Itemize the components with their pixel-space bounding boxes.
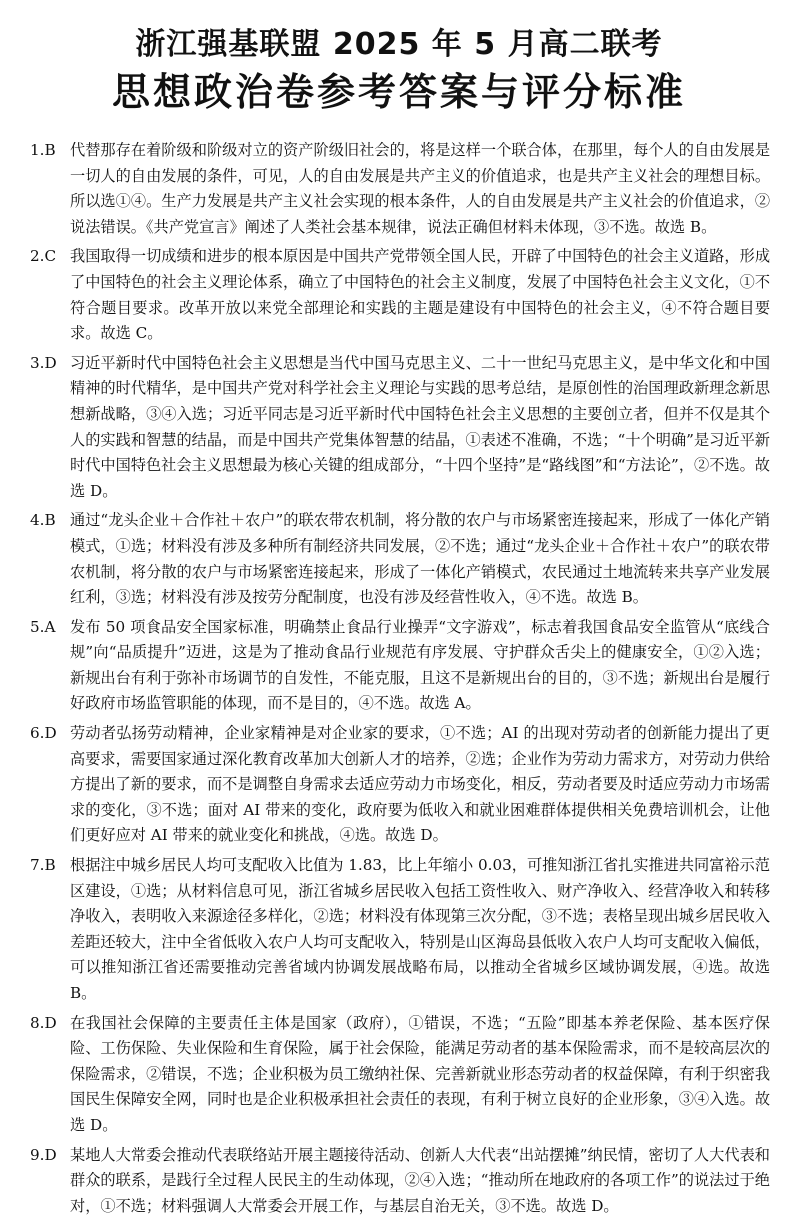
answer-item-4 <box>28 508 770 610</box>
answer-item-6 <box>28 721 770 849</box>
answer-explanation: 习近平新时代中国特色社会主义思想是当代中国马克思主义、二十一世纪马克思主义，是中华文化和中国精神的时代精华，是中国共产党对科学社会主义理论与实践的思考总结，是原创性的治国理政新理念新思想新战略，③④入选；习近平同志是习近平新时代中国特色社会主义思想的主要创立者，但并不仅是其个人的实践和智慧的结晶，而是中国共产党集体智慧的结晶，①表述不准确，不选；“十个明确”是习近平新时代中国特色社会主义思想最为核心关键的组成部分，“十四个坚持”是“路线图”和“方法论”，②不选。故选 D。 <box>70 353 770 500</box>
answer-item-2 <box>28 244 770 346</box>
answer-explanation: 发布 50 项食品安全国家标准，明确禁止食品行业操弄“文字游戏”，标志着我国食品安全监管从“底线合规”向“品质提升”迈进，这是为了推动食品行业规范有序发展、守护群众舌尖上的健康安全，①②入选；新规出台有利于弥补市场调节的自发性，不能克服，且这不是新规出台的目的，③不选；新规出台是履行好政府市场监管职能的体现，而不是目的，④不选。故选 A。 <box>70 617 770 713</box>
answer-explanation: 代替那存在着阶级和阶级对立的资产阶级旧社会的，将是这样一个联合体，在那里，每个人的自由发展是一切人的自由发展的条件，可见，人的自由发展是共产主义的价值追求，也是共产主义社会的理想目标。所以选①④。生产力发展是共产主义社会实现的根本条件，人的自由发展是共产主义社会的价值追求，②说法错误。《共产党宣言》阐述了人类社会基本规律，说法正确但材料未体现，③不选。故选 B。 <box>70 141 770 236</box>
answer-label: 7.B <box>30 856 56 875</box>
answer-list <box>28 138 770 1219</box>
answer-label: 3.D <box>30 353 57 372</box>
answer-label: 1.B <box>30 141 56 159</box>
answer-explanation: 我国取得一切成绩和进步的根本原因是中国共产党带领全国人民，开辟了中国特色的社会主义道路，形成了中国特色的社会主义理论体系，确立了中国特色的社会主义制度，发展了中国特色社会主义文化，①不符合题目要求。改革开放以来党全部理论和实践的主题是建设有中国特色的社会主义，④不符合题目要求。故选 C。 <box>70 247 770 343</box>
answer-label: 9.D <box>30 1145 57 1164</box>
document-title: 思想政治卷参考答案与评分标准 <box>111 70 686 114</box>
answer-explanation: 根据注中城乡居民人均可支配收入比值为 1.83，比上年缩小 0.03，可推知浙江省扎实推进共同富裕示范区建设，①选；从材料信息可见，浙江省城乡居民收入包括工资性收入、财产净收入、经营净收入和转移净收入，表明收入来源途径多样化，②选；材料没有体现第三次分配，③不选；表格呈现出城乡居民收入差距还较大，注中全省低收入农户人均可支配收入，特别是山区海岛县低收入农户人均可支配收入偏低，可以推知浙江省还需要推动完善省域内协调发展战略布局，以推动全省城乡区域协调发展，④选。故选 B。 <box>70 856 770 1002</box>
answer-item-7 <box>28 853 770 1007</box>
answer-label: 8.D <box>30 1013 57 1032</box>
exam-title: 浙江强基联盟 2025 年 5 月高二联考 <box>135 27 663 62</box>
answer-explanation: 劳动者弘扬劳动精神，企业家精神是对企业家的要求，①不选；AI 的出现对劳动者的创新能力提出了更高要求，需要国家通过深化教育改革加大创新人才的培养，②选；企业作为劳动力需求方，对劳动力供给方提出了新的要求，而不是调整自身需求去适应劳动力市场变化，相反，劳动者要及时适应劳动力市场需求的变化，③不选；面对 AI 带来的变化，政府要为低收入和就业困难群体提供相关免费培训机会，让他们更好应对 AI 带来的就业变化和挑战，④选。故选 D。 <box>70 724 770 845</box>
page-header <box>28 26 770 116</box>
answer-explanation: 通过“龙头企业＋合作社＋农户”的联农带农机制，将分散的农户与市场紧密连接起来，形成了一体化产销模式，①选；材料没有涉及多种所有制经济共同发展，②不选；通过“龙头企业＋合作社＋农户”的联农带农机制，将分散的农户与市场紧密连接起来，形成了一体化产销模式，农民通过土地流转来共享产业发展红利，③选；材料没有涉及按劳分配制度，也没有涉及经营性收入，④不选。故选 B。 <box>70 511 770 607</box>
answer-label: 6.D <box>30 724 57 743</box>
answer-label: 4.B <box>30 511 56 530</box>
answer-explanation: 某地人大常委会推动代表联络站开展主题接待活动、创新人大代表“出站摆摊”纳民情，密切了人大代表和群众的联系，是践行全过程人民民主的生动体现，②④入选；“推动所在地政府的各项工作”的说法过于绝对，①不选；材料强调人大常委会开展工作，与基层自治无关，③不选。故选 D。 <box>70 1145 770 1215</box>
answer-item-1 <box>28 138 770 240</box>
answer-item-5 <box>28 615 770 717</box>
answer-label: 2.C <box>30 247 57 266</box>
answer-item-3 <box>28 351 770 505</box>
answer-item-8 <box>28 1011 770 1139</box>
answer-label: 5.A <box>30 617 56 636</box>
answer-item-9 <box>28 1143 770 1219</box>
answer-explanation: 在我国社会保障的主要责任主体是国家（政府），①错误，不选；“五险”即基本养老保险、基本医疗保险、工伤保险、失业保险和生育保险，属于社会保险，能满足劳动者的基本保险需求，而不是较高层次的保险需求，②错误，不选；企业积极为员工缴纳社保、完善新就业形态劳动者的权益保障，有利于织密我国民生保障安全网，同时也是企业积极承担社会责任的表现，有利于树立良好的企业形象，③④入选。故选 D。 <box>70 1013 770 1134</box>
